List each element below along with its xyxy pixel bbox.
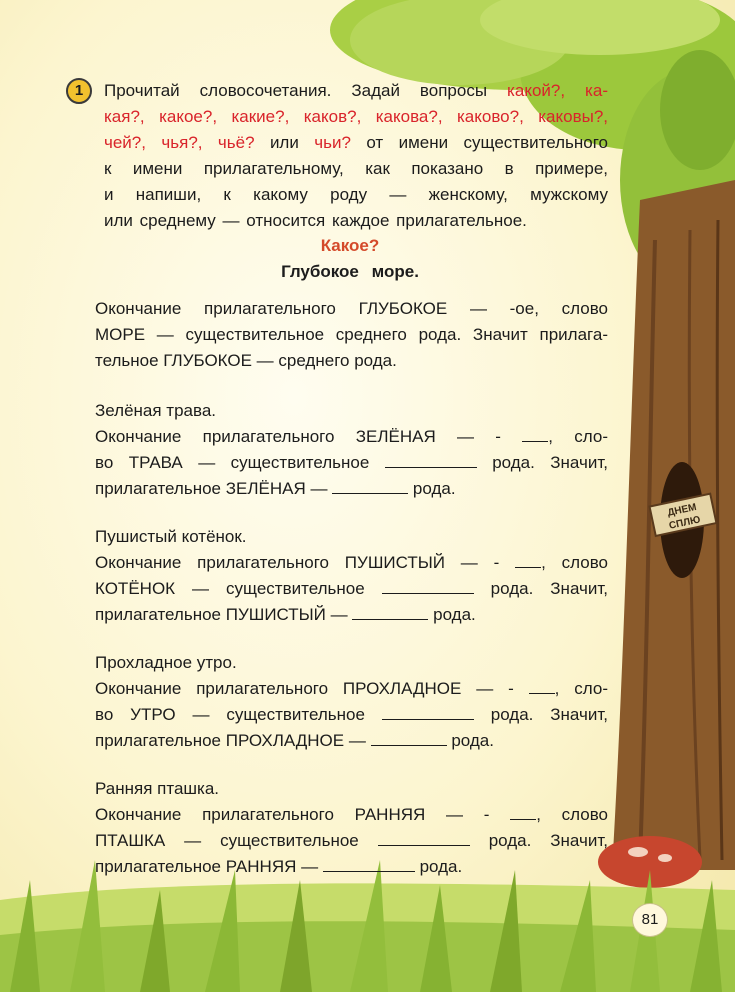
task-4-line-3: прилагательное РАННЯЯ — рода.: [95, 857, 463, 876]
sign-text-line-2: СПЛЮ: [668, 514, 702, 532]
task-3-adjective-gender-blank[interactable]: [371, 729, 447, 746]
task-2-adjective-gender-blank[interactable]: [352, 603, 428, 620]
task-2-noun-gender-blank[interactable]: [382, 577, 474, 594]
page-number: 81: [632, 903, 668, 937]
task-4-ending-blank[interactable]: [510, 803, 536, 820]
task-4-line-1: Окончание прилагательного РАННЯЯ — - , слово: [95, 805, 609, 824]
task-4-noun-gender-blank[interactable]: [378, 829, 470, 846]
task-1-adjective-gender-blank[interactable]: [332, 477, 408, 494]
exercise-number-badge: 1: [66, 78, 92, 104]
task-4-phrase: Ранняя пташка.: [95, 779, 220, 798]
instruction-line-2: кая?, какое?, какие?, каков?, какова?, каково?, каковы?,: [104, 107, 608, 126]
sign-text-line-1: ДНЕМ: [666, 501, 698, 519]
instruction-line-5: и напиши, к какому роду — женскому, мужскому: [104, 185, 608, 204]
example-line-1: Окончание прилагательного ГЛУБОКОЕ — -ое, слово: [95, 299, 608, 318]
task-3-line-3: прилагательное ПРОХЛАДНОЕ — рода.: [95, 731, 494, 750]
example-question: Какое?: [320, 236, 380, 255]
task-1-noun-gender-blank[interactable]: [385, 451, 477, 468]
task-4-adjective-gender-blank[interactable]: [323, 855, 415, 872]
task-3-line-1: Окончание прилагательного ПРОХЛАДНОЕ — - , сло-: [95, 679, 608, 698]
task-2-line-3: прилагательное ПУШИСТЫЙ — рода.: [95, 605, 476, 624]
example-line-2: МОРЕ — существительное среднего рода. Значит прилага-: [95, 325, 608, 344]
task-3-line-2: во УТРО — существительное рода. Значит,: [95, 705, 608, 724]
task-1-line-1: Окончание прилагательного ЗЕЛЁНАЯ — - , сло-: [95, 427, 608, 446]
task-3-phrase: Прохладное утро.: [95, 653, 237, 672]
instruction-line-6: или среднему — относится каждое прилагательное.: [104, 211, 527, 230]
task-2-line-1: Окончание прилагательного ПУШИСТЫЙ — - , слово: [95, 553, 609, 572]
task-4-line-2: ПТАШКА — существительное рода. Значит,: [95, 831, 608, 850]
task-3-noun-gender-blank[interactable]: [382, 703, 474, 720]
task-1-phrase: Зелёная трава.: [95, 401, 217, 420]
task-3-ending-blank[interactable]: [529, 677, 555, 694]
task-1-line-3: прилагательное ЗЕЛЁНАЯ — рода.: [95, 479, 456, 498]
task-1-ending-blank[interactable]: [522, 425, 548, 442]
example-phrase: Глубокое море.: [281, 262, 419, 281]
example-line-3: тельное ГЛУБОКОЕ — среднего рода.: [95, 351, 397, 370]
task-2-phrase: Пушистый котёнок.: [95, 527, 247, 546]
task-2-ending-blank[interactable]: [515, 551, 541, 568]
task-2-line-2: КОТЁНОК — существительное рода. Значит,: [95, 579, 609, 598]
instruction-line-1: Прочитай словосочетания. Задай вопросы какой?, ка-: [104, 81, 608, 100]
instruction-line-3: чей?, чья?, чьё? или чьи? от имени существительного: [104, 133, 609, 152]
instruction-line-4: к имени прилагательному, как показано в примере,: [104, 159, 608, 178]
task-1-line-2: во ТРАВА — существительное рода. Значит,: [95, 453, 608, 472]
